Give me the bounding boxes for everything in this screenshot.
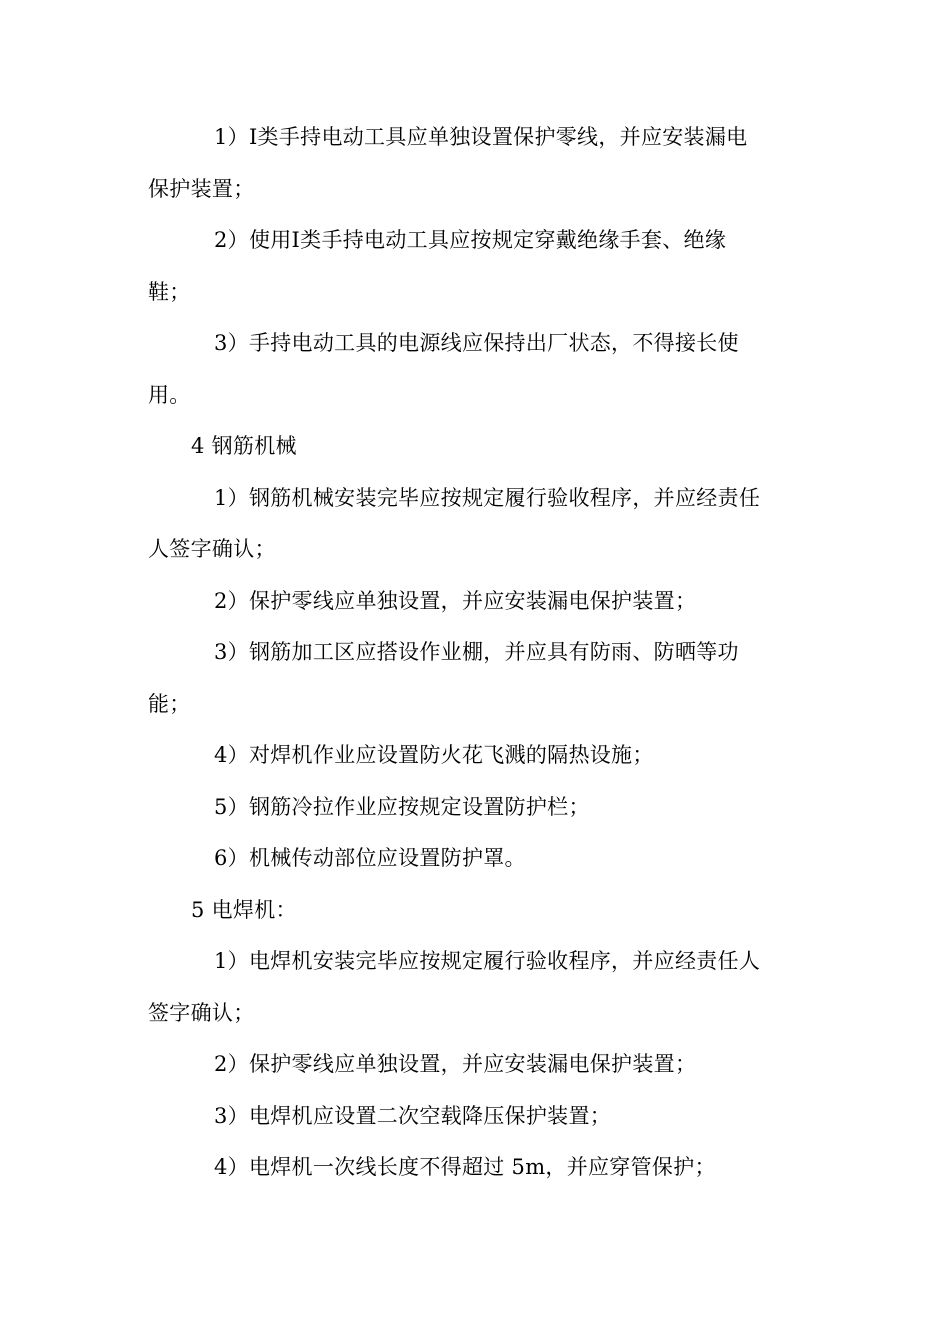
list-item-line: 2）保护零线应单独设置，并应安装漏电保护装置； [214,1052,697,1076]
list-item-line: 6）机械传动部位应设置防护罩。 [214,846,526,870]
document-body [148,112,788,1194]
list-item-line: 2）保护零线应单独设置，并应安装漏电保护装置； [214,588,697,613]
section-heading: 5 电焊机： [191,897,297,922]
section-heading: 4 钢筋机械 [191,434,297,458]
list-item-line: 4）对焊机作业应设置防火花飞溅的隔热设施； [214,743,654,767]
list-item-continuation: 能； [148,691,191,716]
list-item-continuation: 用。 [148,382,191,407]
list-item-line: 1）电焊机安装完毕应按规定履行验收程序，并应经责任人 [214,949,761,973]
list-item-line: 4）电焊机一次线长度不得超过 5m，并应穿管保护； [214,1155,716,1179]
list-item-line: 2）使用Ⅰ类手持电动工具应按规定穿戴绝缘手套、绝缘 [214,228,727,252]
list-item-line: 5）钢筋冷拉作业应按规定设置防护栏； [214,794,590,819]
list-item-line: 3）手持电动工具的电源线应保持出厂状态，不得接长使 [214,331,739,355]
list-item-line: 1）钢筋机械安装完毕应按规定履行验收程序，并应经责任 [214,485,761,510]
list-item-continuation: 鞋； [148,279,191,304]
list-item-continuation: 保护装置； [148,176,255,201]
list-item-line: 1）Ⅰ类手持电动工具应单独设置保护零线，并应安装漏电 [214,125,748,149]
list-item-line: 3）电焊机应设置二次空载降压保护装置； [214,1103,612,1128]
list-item-line: 3）钢筋加工区应搭设作业棚，并应具有防雨、防晒等功 [214,640,739,664]
list-item-continuation: 人签字确认； [148,537,276,561]
list-item-continuation: 签字确认； [148,1000,255,1025]
